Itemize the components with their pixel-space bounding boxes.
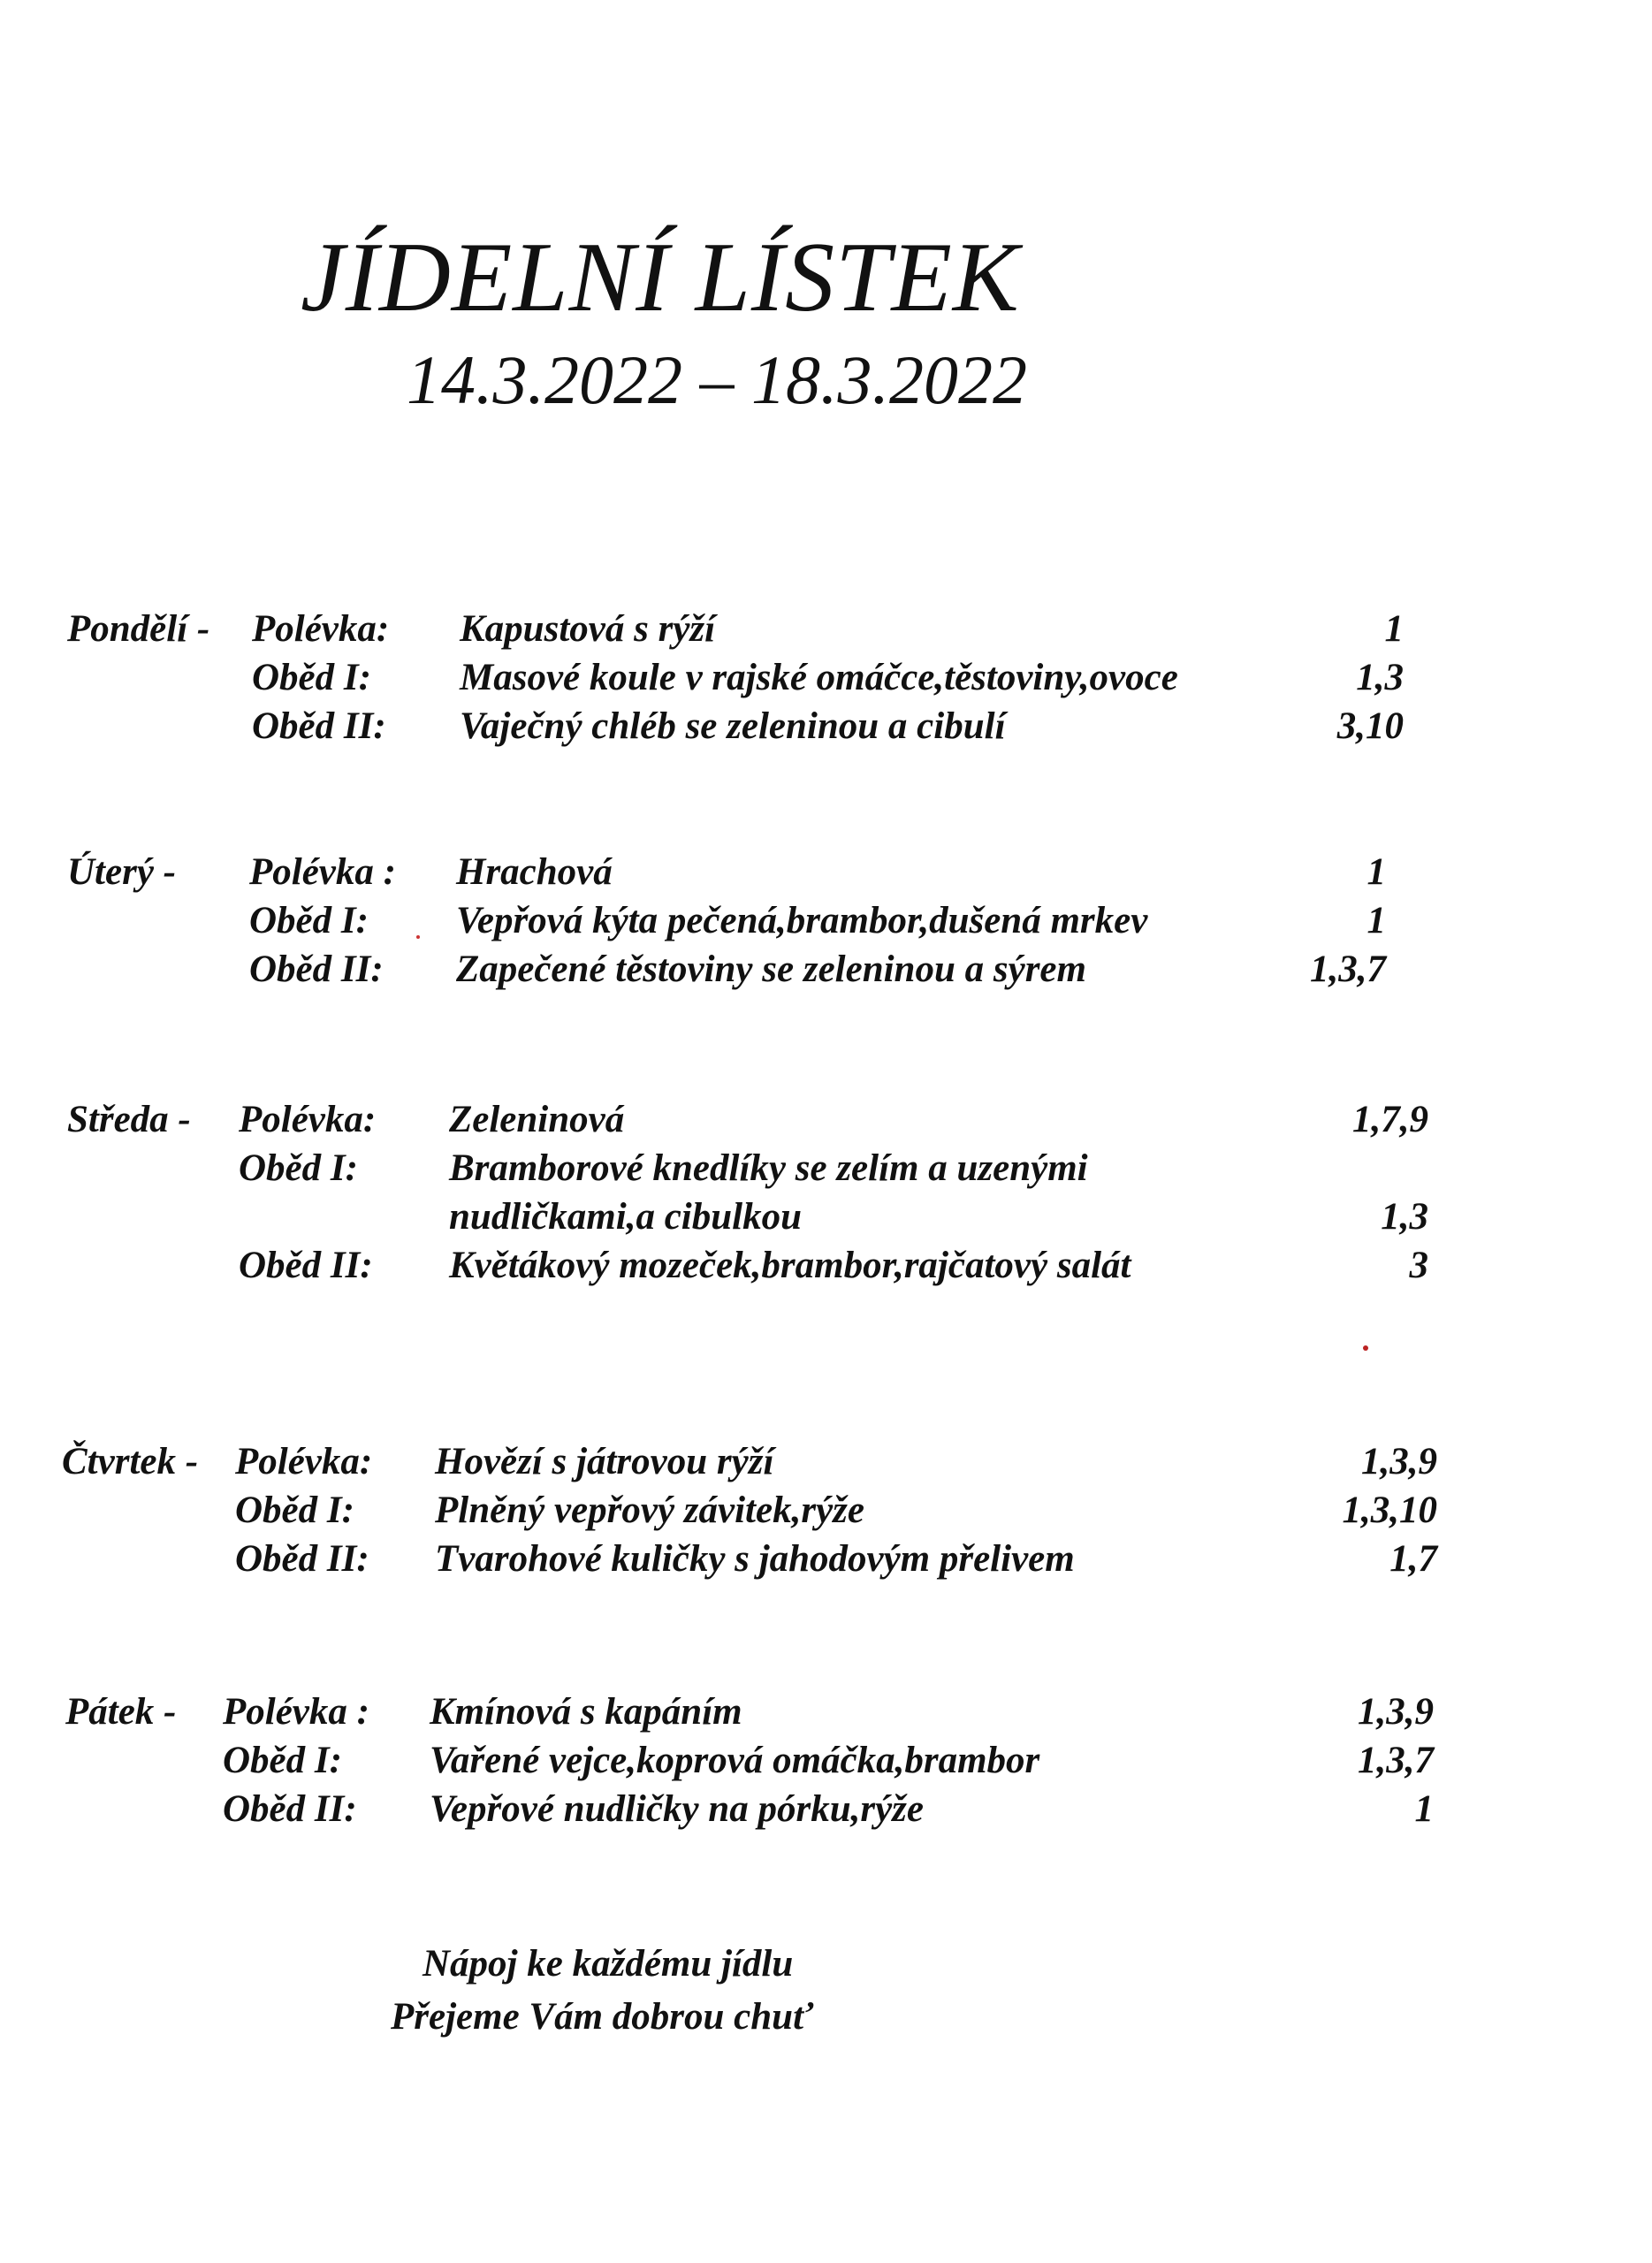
course-label: Oběd II: [235,1538,369,1580]
course-label: Polévka: [239,1099,377,1140]
course-label: Oběd II: [252,705,386,747]
course-label: Polévka : [223,1691,369,1733]
dish-name: Kapustová s rýží [460,608,716,650]
allergen-codes: 3,10 [1336,705,1404,747]
course-label: Oběd II: [223,1788,357,1830]
allergen-codes: 1,3 [1356,657,1404,698]
course-label: Oběd I: [235,1490,354,1531]
allergen-codes: 1,3,7 [1358,1740,1434,1781]
dish-name: Vařené vejce,koprová omáčka,brambor [430,1740,1040,1781]
footer-greeting: Přejeme Vám dobrou chuť [391,1996,813,2038]
dish-name: Zapečené těstoviny se zeleninou a sýrem [456,949,1086,990]
dish-name: Tvarohové kuličky s jahodovým přelivem [435,1538,1075,1580]
allergen-codes: 1 [1367,900,1386,941]
course-label: Oběd I: [249,900,369,941]
dish-name: Zeleninová [449,1099,625,1140]
day-name: Úterý - [67,851,176,893]
dish-name: Plněný vepřový závitek,rýže [435,1490,864,1531]
scan-speck [416,935,420,939]
course-label: Oběd II: [239,1245,373,1286]
course-label: Oběd II: [249,949,384,990]
allergen-codes: 1,3,9 [1361,1441,1437,1482]
allergen-codes: 1,7 [1389,1538,1437,1580]
allergen-codes: 1,3,9 [1358,1691,1434,1733]
course-label: Oběd I: [223,1740,342,1781]
dish-name: Vaječný chléb se zeleninou a cibulí [460,705,1006,747]
menu-title: JÍDELNÍ LÍSTEK [301,223,1020,332]
course-label: Oběd I: [239,1147,358,1189]
course-label: Polévka: [252,608,390,650]
dish-name: Květákový mozeček,brambor,rajčatový salát [449,1245,1131,1286]
scan-speck [1363,1345,1368,1351]
allergen-codes: 1,3 [1381,1196,1428,1238]
allergen-codes: 1 [1367,851,1386,893]
allergen-codes: 1 [1384,608,1404,650]
day-name: Čtvrtek - [62,1441,199,1482]
menu-date-range: 14.3.2022 – 18.3.2022 [407,341,1027,418]
dish-name: Bramborové knedlíky se zelím a uzenými [449,1147,1088,1189]
dish-name: Vepřová kýta pečená,brambor,dušená mrkev [456,900,1148,941]
dish-name: nudličkami,a cibulkou [449,1196,803,1238]
day-name: Pondělí - [67,608,210,650]
footer-drink-note: Nápoj ke každému jídlu [423,1943,794,1985]
course-label: Polévka: [235,1441,373,1482]
allergen-codes: 1,7,9 [1352,1099,1428,1140]
dish-name: Hovězí s játrovou rýží [435,1441,774,1482]
dish-name: Vepřové nudličky na pórku,rýže [430,1788,924,1830]
dish-name: Kmínová s kapáním [430,1691,742,1733]
course-label: Polévka : [249,851,396,893]
dish-name: Masové koule v rajské omáčce,těstoviny,ovoce [460,657,1178,698]
dish-name: Hrachová [456,851,613,893]
allergen-codes: 3 [1409,1245,1428,1286]
allergen-codes: 1 [1414,1788,1434,1830]
day-name: Středa - [67,1099,191,1140]
allergen-codes: 1,3,10 [1342,1490,1437,1531]
day-name: Pátek - [65,1691,177,1733]
allergen-codes: 1,3,7 [1310,949,1386,990]
course-label: Oběd I: [252,657,371,698]
